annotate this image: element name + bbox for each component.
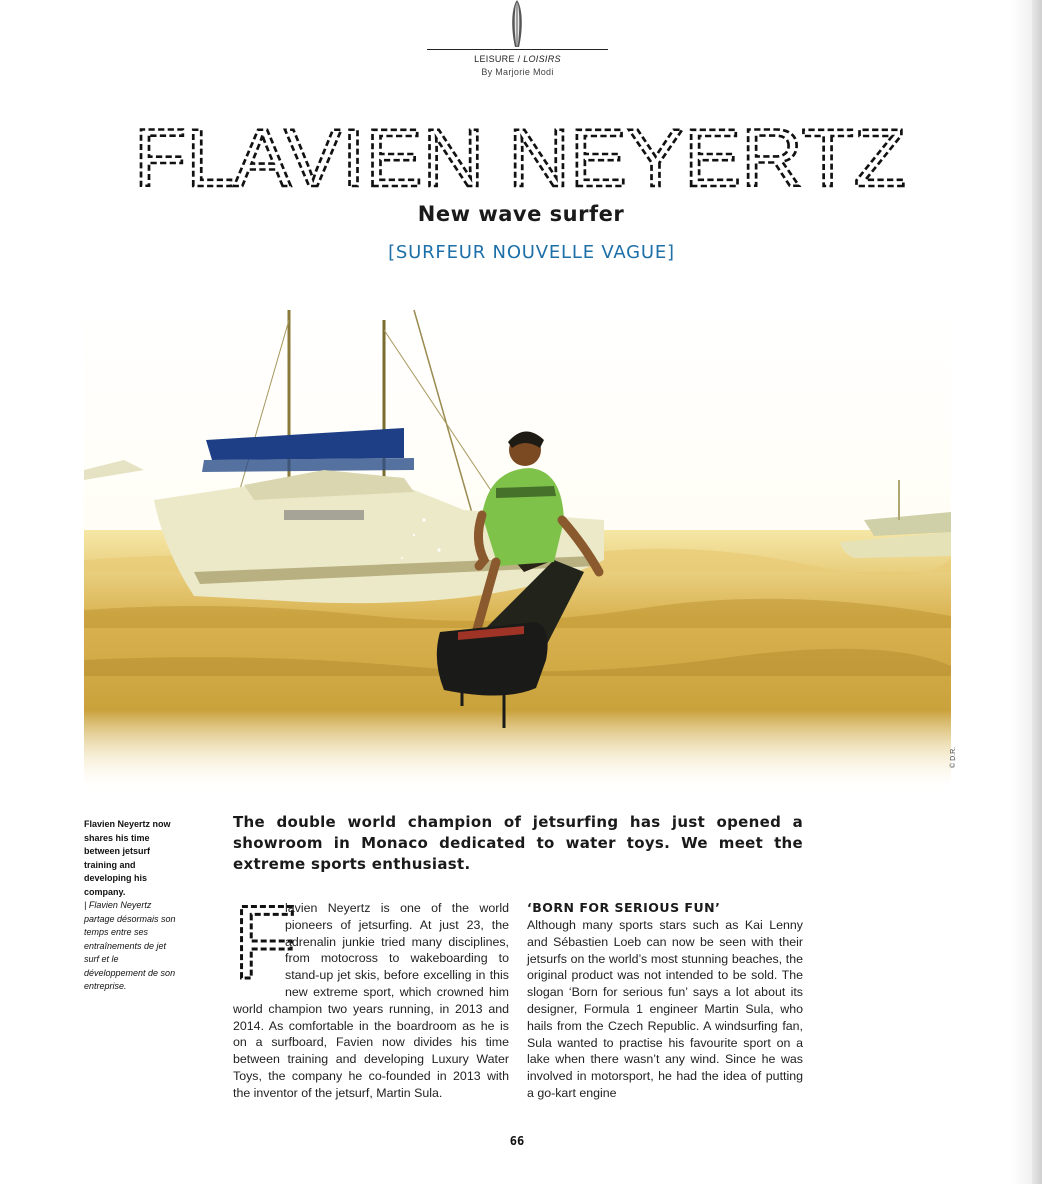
surfboard-icon xyxy=(509,0,525,48)
page-number: 66 xyxy=(509,1134,525,1148)
svg-text:F: F xyxy=(233,885,297,1001)
caption-english: Flavien Neyertz now shares his time between jetsurf training and developing his company. xyxy=(84,819,171,897)
body-column-1 xyxy=(233,885,509,1102)
photo-caption xyxy=(84,818,176,994)
body-text-1: lavien Neyertz is one of the world pioneers of jetsurfing. At just 23, the adrenalin junkie tried many disciplines, from motocross to wakeboarding to stand-up jet skis, before excelling in this new extreme sport, which crowned him world champion two years running, in 2013 and 2014. As comfortable in the boardroom as he is on a surfboard, Favien now divides his time between training and developing Luxury Water Toys, the company he co-founded in 2013 with the inventor of the jetsurf, Martin Sula. xyxy=(233,901,509,1100)
page-gutter xyxy=(1010,0,1032,1184)
body-column-2 xyxy=(527,900,803,1102)
byline: By Marjorie Modi xyxy=(481,67,554,77)
article-title-text: FLAVIEN NEYERTZ xyxy=(134,113,906,204)
article-title xyxy=(130,113,910,204)
hero-photo xyxy=(84,310,951,788)
header-rule xyxy=(427,49,608,50)
drop-cap xyxy=(233,885,297,1001)
page-edge-shadow xyxy=(1032,0,1042,1184)
photo-credit: © D.R. xyxy=(950,746,957,768)
caption-french: | Flavien Neyertz partage désormais son temps entre ses entraînements de jet surf et le développement de son entreprise. xyxy=(84,900,176,991)
subtitle-french: [SURFEUR NOUVELLE VAGUE] xyxy=(388,242,675,263)
article-intro: The double world champion of jetsurfing has just opened a showroom in Monaco dedicated to water toys. We meet the extreme sports enthusiast. xyxy=(233,813,803,873)
section-label: LEISURE / LOISIRS xyxy=(474,54,561,64)
section-heading: ‘BORN FOR SERIOUS FUN’ xyxy=(527,900,721,915)
subtitle: New wave surfer xyxy=(417,202,625,226)
body-text-2: Although many sports stars such as Kai Lenny and Sébastien Loeb can now be seen with their jetsurfs on the world’s most stunning beaches, the original product was not intended to be sold. The slogan ‘Born for serious fun’ says a lot about its designer, Formula 1 engineer Martin Sula, who hails from the Czech Republic. A windsurfing fan, Sula wanted to practise his favourite sport on a lake when there wasn’t any wind. Since he was involved in motorsport, he had the idea of putting a go-kart engine xyxy=(527,918,803,1100)
